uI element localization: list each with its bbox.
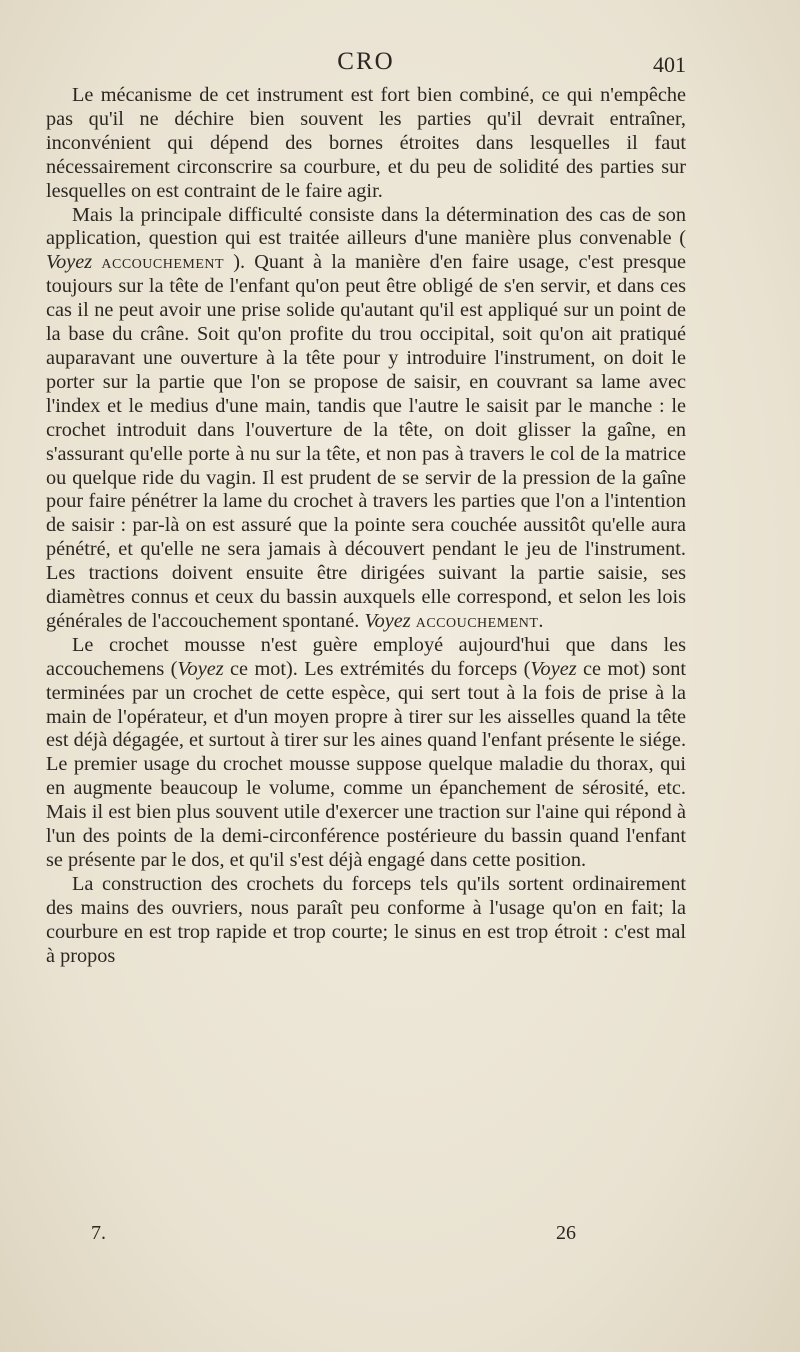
- paragraph-text: Mais la principale difficulté consiste dans la détermination des cas de son application, question qui est traitée ailleurs d'une manière plus convenable (: [46, 203, 686, 250]
- cross-reference-voyez: Voyez: [530, 657, 577, 680]
- page-header: [46, 48, 686, 82]
- paragraph-text: La construction des crochets du forceps tels qu'ils sortent ordinairement des mains des ouvriers, nous paraît peu conforme à l'usage qu'on en fait; la courbure en est trop rapide et trop courte; le sinus en est trop étroit : c'est mal à propos: [46, 872, 686, 967]
- paragraph-blunt-hook: [46, 634, 686, 873]
- paragraph-mechanism: [46, 84, 686, 204]
- cross-reference-term: accouchement: [101, 251, 225, 274]
- paragraph-text: .: [538, 609, 544, 632]
- paragraph-text: ce mot). Les extrémités du forceps (: [223, 657, 531, 680]
- paragraph-text: Le crochet mousse n'est guère employé aujourd'hui que dans les accouchemens (: [46, 633, 686, 680]
- paragraph-text: ce mot) sont terminées par un crochet de cette espèce, qui sert tout à la fois de prise à la main de l'opérateur, et d'un moyen propre à tirer sur les aisselles quand la tête est déjà dégagée, et surtout à tirer sur les aines quand l'enfant présente le siége. Le premier usage du crochet mousse suppose quelque maladie du thorax, qui en augmente beaucoup le volume, comme un épanchement de sérosité, etc. Mais il est bien plus souvent utile d'exercer une traction sur l'aine qui répond à l'un des points de la demi-circonférence postérieure du bassin quand l'enfant se présente par le dos, et qu'il s'est déjà engagé dans cette position.: [46, 657, 687, 871]
- cross-reference-voyez: Voyez: [177, 657, 224, 680]
- paragraph-text: Le mécanisme de cet instrument est fort bien combiné, ce qui n'empêche pas qu'il ne déchire bien souvent les parties qu'il devrait entraîner, inconvénient qui dépend des bornes étroites dans lesquelles il faut nécessairement circonscrire sa courbure, et du peu de solidité des parties sur lesquelles on est contraint de le faire agir.: [46, 84, 686, 202]
- running-head: CRO: [337, 48, 395, 75]
- signature-number: 26: [556, 1222, 576, 1244]
- paragraph-text: ). Quant à la manière d'en faire usage, c'est presque toujours sur la tête de l'enfant qu'on peut être obligé de s'en servir, et dans ces cas il ne peut avoir une prise solide qu'autant qu'il est appliqué sur un point de la base du crâne. Soit qu'on profite du trou occipital, soit qu'on ait pratiqué auparavant une ouverture à la tête pour y introduire l'instrument, on doit le porter sur la partie que l'on se propose de saisir, en couvrant sa lame avec l'index et le medius d'une main, tandis que l'autre le saisit par le manche : le crochet introduit dans l'ouverture de la tête, on doit glisser la gaîne, en s'assurant qu'elle porte à nu sur la tête, et non pas à travers le col de la matrice ou quelque ride du vagin. Il est prudent de se servir de la pression de la gaîne pour faire pénétrer la lame du crochet à travers les parties que l'on a l'intention de saisir : par-là on est assuré que la pointe sera couchée aussitôt qu'elle aura pénétré, et qu'elle ne sera jamais à découvert pendant le jeu de l'instrument. Les tractions doivent ensuite être dirigées suivant la partie saisie, ses diamètres connus et ceux du bassin auxquels elle correspond, et selon les lois générales de l'accouchement spontané.: [46, 251, 686, 632]
- cross-reference-voyez: Voyez: [46, 251, 93, 274]
- paragraph-construction: [46, 873, 686, 969]
- cross-reference-term: accouchement: [415, 609, 539, 632]
- signature-mark: 7.: [91, 1222, 106, 1244]
- page-footer: [46, 1222, 686, 1252]
- cross-reference-voyez: Voyez: [364, 609, 411, 632]
- page-number: 401: [653, 52, 686, 77]
- paragraph-application: [46, 204, 686, 634]
- page-body: [46, 84, 686, 969]
